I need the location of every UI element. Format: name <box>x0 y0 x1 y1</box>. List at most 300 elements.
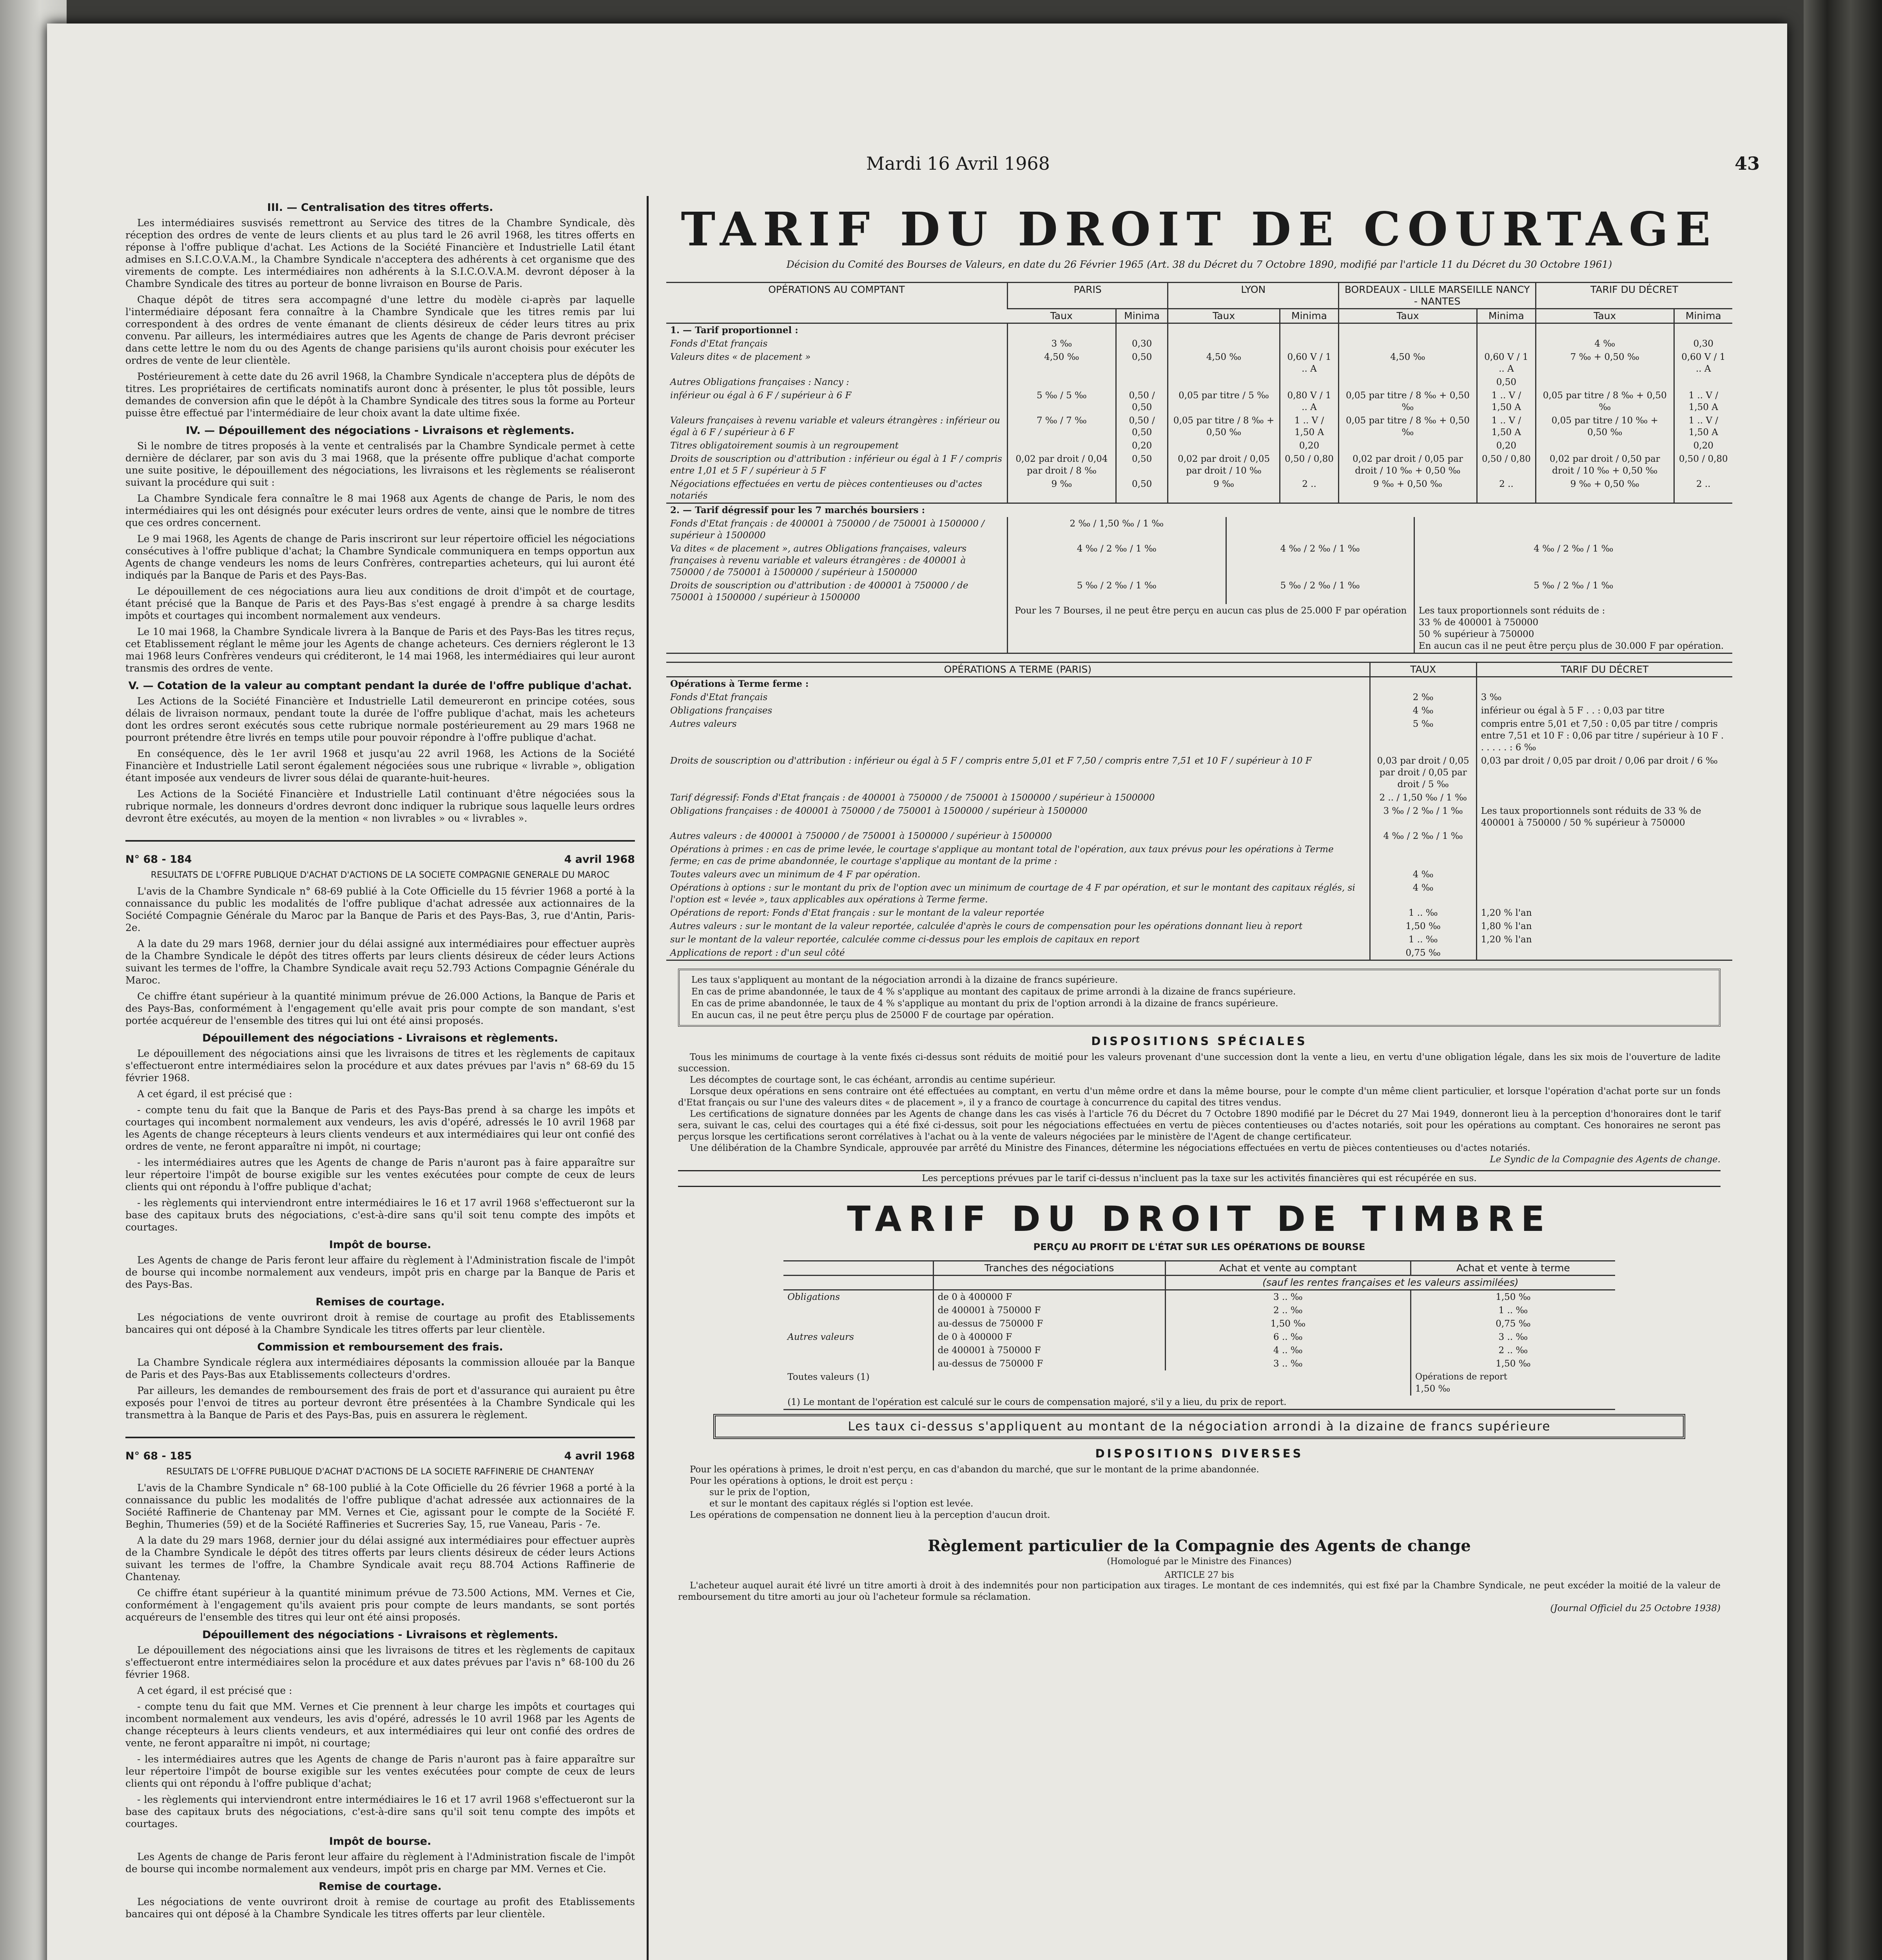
timbre-table <box>783 1260 1615 1410</box>
courtage-cell-bord-m: 1 .. V / 1,50 A <box>1477 414 1536 439</box>
timbre-col-tranches: Tranches des négociations <box>933 1261 1165 1276</box>
courtage-cell-dec-t: 4 ‰ <box>1536 337 1674 350</box>
decret-note-line: 50 % supérieur à 750000 <box>1418 629 1534 639</box>
right-column <box>666 196 1732 1960</box>
degressif-paris: 2 ‰ / 1,50 ‰ / 1 ‰ <box>1007 517 1226 542</box>
timbre-row <box>783 1304 1615 1317</box>
courtage-cell-paris-t: 3 ‰ <box>1007 337 1116 350</box>
courtage-cell-lyon-m: 0,20 <box>1280 439 1338 452</box>
terme-label: Autres valeurs <box>670 719 737 729</box>
paragraph: Les négociations de vente ouvriront droit à remise de courtage au profit des Etablissements bancaires qui ont déposé à la Chambre Syndicale les titres offerts par leur clientèle. <box>125 1896 635 1920</box>
terme-decret: 1,20 % l'an <box>1476 933 1732 946</box>
courtage-row <box>666 477 1732 503</box>
page-header <box>47 153 1787 184</box>
timbre-terme: 3 .. ‰ <box>1411 1330 1615 1344</box>
paragraph: Par ailleurs, les demandes de remboursement des frais de port et d'assurance qui auraient pu être exposés pour l'envoi de titres au porteur devront être présentées à la Chambre Syndicale qui les transmettra à la Banque de Paris et des Pays-Bas, puis en assurera le règlement. <box>125 1385 635 1421</box>
terme-taux: 4 ‰ <box>1370 704 1476 717</box>
courtage-cell-dec-m <box>1674 376 1732 389</box>
col-bordeaux: BORDEAUX - LILLE MARSEILLE NANCY - NANTES <box>1339 283 1536 309</box>
courtage-cell-bord-t <box>1339 376 1477 389</box>
courtage-cell-dec-m: 2 .. <box>1674 477 1732 503</box>
courtage-cell-paris-m: 0,20 <box>1116 439 1168 452</box>
reglement-source: (Journal Officiel du 25 Octobre 1938) <box>1550 1603 1721 1613</box>
terme-label: Obligations françaises <box>670 706 772 716</box>
timbre-comptant: 3 .. ‰ <box>1165 1290 1411 1304</box>
terme-row <box>666 868 1732 881</box>
timbre-comptant: 4 .. ‰ <box>1165 1344 1411 1357</box>
paragraph: Lorsque deux opérations en sens contraire ont été effectuées au comptant, en vertu d'un même ordre et dans la même bourse, pour le compte d'un même client particulier, et lorsque l'opération d'achat porte sur un fonds d'Etat français ou sur l'une des valeurs dites « de placement », il y a franco de courtage à concurrence du capital des titres vendus. <box>678 1086 1721 1108</box>
timbre-tranche: de 400001 à 750000 F <box>933 1304 1165 1317</box>
timbre-tranche: de 0 à 400000 F <box>933 1330 1165 1344</box>
courtage-cell-dec-t: 9 ‰ + 0,50 ‰ <box>1536 477 1674 503</box>
courtage-cell-bord-m: 2 .. <box>1477 477 1536 503</box>
paragraph: L'avis de la Chambre Syndicale n° 68-100 publié à la Cote Officielle du 26 février 1968 a porté à la connaissance du public les modalités de l'offre publique d'achat adressée aux actionnaires de la Société Raffinerie de Chantenay par MM. Vernes et Cie, agissant pour le compte de la Société F. Beghin, Thumeries (59) et de la Société Raffineries et Sucreries Say, 15, rue Vaneau, Paris - 7e. <box>125 1482 635 1530</box>
timbre-comptant: 3 .. ‰ <box>1165 1357 1411 1370</box>
terme-taux: 4 ‰ / 2 ‰ / 1 ‰ <box>1370 829 1476 843</box>
timbre-category <box>783 1344 933 1357</box>
timbre-tranche: au-dessus de 750000 F <box>933 1317 1165 1330</box>
courtage-cell-dec-t: 0,05 par titre / 8 ‰ + 0,50 ‰ <box>1536 389 1674 414</box>
courtage-cell-dec-m: 0,20 <box>1674 439 1732 452</box>
terme-col-taux: TAUX <box>1370 662 1476 677</box>
timbre-row <box>783 1317 1615 1330</box>
decret-note-line: En aucun cas il ne peut être perçu plus de 30.000 F par opération. <box>1418 641 1724 651</box>
courtage-cell-paris-m <box>1116 323 1168 338</box>
courtage-cell-bord-m <box>1477 337 1536 350</box>
timbre-tranche: de 0 à 400000 F <box>933 1290 1165 1304</box>
degressif-bordeaux: 5 ‰ / 2 ‰ / 1 ‰ <box>1414 579 1732 604</box>
timbre-row <box>783 1330 1615 1344</box>
paragraph: Une délibération de la Chambre Syndicale, approuvée par arrêté du Ministre des Finances, détermine les négociations effectuées en vertu de pièces contentieuses ou d'actes notariés. <box>690 1143 1530 1153</box>
paragraph: La Chambre Syndicale réglera aux intermédiaires déposants la commission allouée par la Banque de Paris et des Pays-Bas aux Etablissements collecteurs d'ordres. <box>125 1357 635 1380</box>
announcement-date: 4 avril 1968 <box>564 853 635 866</box>
terme-decret: 3 ‰ <box>1476 691 1732 704</box>
timbre-comptant: 6 .. ‰ <box>1165 1330 1411 1344</box>
timbre-col-comptant-label: Achat et vente au comptant <box>1219 1262 1357 1274</box>
paragraph: Ce chiffre étant supérieur à la quantité minimum prévue de 26.000 Actions, la Banque de Paris et des Pays-Bas, conformément à l'engagement qu'elle avait pris pour compte de son mandant, s'est portée acquéreur de l'ensemble des titres qui lui ont été ainsi proposés. <box>125 991 635 1026</box>
subsection-title: Dépouillement des négociations - Livraisons et règlements. <box>202 1032 558 1044</box>
courtage-cell-paris-m: 0,30 <box>1116 337 1168 350</box>
terme-row <box>666 704 1732 717</box>
note-line: En aucun cas, il ne peut être perçu plus de 25000 F de courtage par opération. <box>691 1010 1054 1020</box>
courtage-cell-lyon-m <box>1280 323 1338 338</box>
paragraph: Le 10 mai 1968, la Chambre Syndicale livrera à la Banque de Paris et des Pays-Bas les titres reçus, cet Etablissement réglant le même jour les Agents de change acheteurs. Ces derniers régleront le 13 mai 1968 leurs Confrères vendeurs qui créditeront, le 14 mai 1968, les intermédiaires qui leur auront transmis des ordres de vente. <box>125 626 635 674</box>
col-taux: Taux <box>1536 309 1674 323</box>
paragraph: - les règlements qui interviendront entre intermédiaires le 16 et 17 avril 1968 s'effectueront sur la base des capitaux bruts des négociations, c'est-à-dire sans qu'il soit tenu compte des impôts et courtages. <box>125 1197 635 1233</box>
degressif-row <box>666 542 1732 579</box>
courtage-title: TARIF DU DROIT DE COURTAGE <box>681 202 1718 256</box>
timbre-row <box>783 1357 1615 1370</box>
terme-row <box>666 717 1732 754</box>
perceptions-footer: Les perceptions prévues par le tarif ci-dessus n'incluent pas la taxe sur les activités financières qui est récupérée en sus. <box>678 1170 1721 1187</box>
courtage-cell-paris-m <box>1116 376 1168 389</box>
timbre-col-terme-label: Achat et vente à terme <box>1456 1262 1570 1274</box>
terme-taux: 5 ‰ <box>1370 717 1476 754</box>
section-title: IV. — Dépouillement des négociations - Livraisons et règlements. <box>186 425 575 437</box>
paragraph: - les règlements qui interviendront entre intermédiaires le 16 et 17 avril 1968 s'effectueront sur la base des capitaux bruts des négociations, c'est-à-dire sans qu'il soit tenu compte des impôts et courtages. <box>125 1794 635 1829</box>
courtage-cell-lyon-t: 0,05 par titre / 8 ‰ + 0,50 ‰ <box>1168 414 1280 439</box>
announcement-title: RESULTATS DE L'OFFRE PUBLIQUE D'ACHAT D'ACTIONS DE LA SOCIETE RAFFINERIE DE CHANTENAY <box>166 1467 594 1477</box>
courtage-cell-dec-m: 1 .. V / 1,50 A <box>1674 389 1732 414</box>
courtage-cell-label: Valeurs dites « de placement » <box>670 352 811 362</box>
courtage-cell-paris-m: 0,50 / 0,50 <box>1116 389 1168 414</box>
terme-row <box>666 677 1732 691</box>
timbre-toutes-val: 1,50 ‰ <box>1415 1384 1450 1394</box>
courtage-row <box>666 323 1732 338</box>
courtage-cell-paris-m: 0,50 <box>1116 350 1168 376</box>
courtage-cell-lyon-t: 0,05 par titre / 5 ‰ <box>1168 389 1280 414</box>
degressif-row <box>666 517 1732 542</box>
terme-row <box>666 843 1732 868</box>
courtage-cell-paris-t: 7 ‰ / 7 ‰ <box>1007 414 1116 439</box>
separator <box>125 840 635 842</box>
courtage-cell-bord-m: 0,20 <box>1477 439 1536 452</box>
section-title: III. — Centralisation des titres offerts. <box>267 201 493 214</box>
courtage-cell-paris-m: 0,50 / 0,50 <box>1116 414 1168 439</box>
terme-taux: 0,75 ‰ <box>1370 946 1476 960</box>
announcement-title: RESULTATS DE L'OFFRE PUBLIQUE D'ACHAT D'ACTIONS DE LA SOCIETE COMPAGNIE GENERALE DU MAROC <box>150 870 610 880</box>
col-paris: PARIS <box>1007 283 1168 309</box>
dispositions-speciales-title: DISPOSITIONS SPÉCIALES <box>1091 1034 1307 1048</box>
timbre-boxed-note: Les taux ci-dessus s'appliquent au montant de la négociation arrondi à la dizaine de francs supérieure <box>713 1414 1685 1439</box>
courtage-note-box <box>678 969 1721 1027</box>
courtage-cell-bord-t <box>1339 439 1477 452</box>
courtage-cell-lyon-t: 0,02 par droit / 0,05 par droit / 10 ‰ <box>1168 452 1280 477</box>
announcement-number: N° 68 - 184 <box>125 853 192 866</box>
timbre-tranche: de 400001 à 750000 F <box>933 1344 1165 1357</box>
paragraph: Les Actions de la Société Financière et Industrielle Latil continuant d'être négociées sous la rubrique normale, les donneurs d'ordres devront donc indiquer la rubrique sous laquelle leurs ordres devront être exécutés, au moyen de la mention « non livrables » ou « livrables ». <box>125 788 635 824</box>
degressif-bordeaux: 4 ‰ / 2 ‰ / 1 ‰ <box>1414 542 1732 579</box>
courtage-cell-bord-t: 0,05 par titre / 8 ‰ + 0,50 ‰ <box>1339 414 1477 439</box>
courtage-cell-label: Valeurs françaises à revenu variable et valeurs étrangères : inférieur ou égal à 6 F / supérieur à 6 F <box>670 416 1000 437</box>
terme-title: OPÉRATIONS A TERME (PARIS) <box>666 662 1370 677</box>
courtage-cell-bord-m <box>1477 323 1536 338</box>
courtage-cell-lyon-t <box>1168 323 1280 338</box>
timbre-comptant: 1,50 ‰ <box>1165 1317 1411 1330</box>
paragraph: - compte tenu du fait que la Banque de Paris et des Pays-Bas prend à sa charge les impôts et courtages qui incombent normalement aux vendeurs, les avis d'opéré, adressés le 10 avril 1968 par les Agents de change récepteurs à leurs clients vendeurs et aux intermédiaires qui leur ont confié des ordres de vente, ne feront apparaître ni impôt, ni courtage; <box>125 1104 635 1152</box>
timbre-col-terme <box>1411 1261 1615 1276</box>
degressif-bordeaux <box>1414 517 1732 542</box>
paragraph: Le dépouillement des négociations ainsi que les livraisons de titres et les règlements de capitaux s'effectueront entre intermédiaires selon la procédure et aux dates prévues par l'avis n° 68-69 du 15 février 1968. <box>125 1048 635 1083</box>
terme-taux: 3 ‰ / 2 ‰ / 1 ‰ <box>1370 804 1476 829</box>
timbre-category: Autres valeurs <box>787 1332 854 1342</box>
terme-row <box>666 691 1732 704</box>
terme-decret <box>1476 946 1732 960</box>
terme-label: Autres valeurs : de 400001 à 750000 / de 750001 à 1500000 / supérieur à 1500000 <box>670 831 1052 841</box>
col-operations: OPÉRATIONS AU COMPTANT <box>666 283 1007 323</box>
courtage-cell-lyon-m: 1 .. V / 1,50 A <box>1280 414 1338 439</box>
terme-decret <box>1476 791 1732 804</box>
subsection-title: Remises de courtage. <box>315 1296 445 1308</box>
paragraph: Le 9 mai 1968, les Agents de change de Paris inscriront sur leur répertoire officiel les négociations consécutives à l'offre publique d'achat; la Chambre Syndicale communiquera en temps opportun aux Agents de change vendeurs les noms de leurs Confrères, contreparties acheteurs, qui lui auront été indiqués par la Banque de Paris et des Pays-Bas. <box>125 533 635 581</box>
col-taux: Taux <box>1007 309 1116 323</box>
terme-taux <box>1370 677 1476 691</box>
courtage-cell-label: 1. — Tarif proportionnel : <box>670 325 798 336</box>
courtage-cell-dec-t: 0,05 par titre / 10 ‰ + 0,50 ‰ <box>1536 414 1674 439</box>
col-lyon: LYON <box>1168 283 1339 309</box>
terme-label: Fonds d'Etat français <box>670 692 768 702</box>
degressif-label: Droits de souscription ou d'attribution : de 400001 à 750000 / de 750001 à 1500000 / supérieur à 1500000 <box>670 581 968 603</box>
courtage-cell-bord-m: 1 .. V / 1,50 A <box>1477 389 1536 414</box>
terme-label: Autres valeurs : sur le montant de la valeur reportée, calculée d'après le cours de compensation pour les opérations donnant lieu à report <box>670 921 1303 931</box>
terme-taux: 2 ‰ <box>1370 691 1476 704</box>
timbre-comptant: 2 .. ‰ <box>1165 1304 1411 1317</box>
page-date: Mardi 16 Avril 1968 <box>866 153 1050 174</box>
terme-taux: 1 .. ‰ <box>1370 933 1476 946</box>
terme-col-decret: TARIF DU DÉCRET <box>1476 662 1732 677</box>
announcement-number: N° 68 - 185 <box>125 1450 192 1462</box>
terme-row <box>666 946 1732 960</box>
decret-note <box>1414 604 1732 653</box>
dispositions-diverses <box>666 1464 1732 1521</box>
paragraph: A cet égard, il est précisé que : <box>137 1685 292 1696</box>
terme-decret: inférieur ou égal à 5 F . . : 0,03 par titre <box>1476 704 1732 717</box>
courtage-cell-bord-m: 0,50 <box>1477 376 1536 389</box>
column-rule <box>647 196 649 1960</box>
terme-label: Droits de souscription ou d'attribution : inférieur ou égal à 5 F / compris entre 5,01 et F 7,50 / compris entre 7,51 et 10 F / supérieur à 10 F <box>670 756 1312 766</box>
subsection-title: Commission et remboursement des frais. <box>257 1341 503 1353</box>
courtage-cell-lyon-t: 9 ‰ <box>1168 477 1280 503</box>
col-minima: Minima <box>1477 309 1536 323</box>
courtage-row <box>666 350 1732 376</box>
degressif-title: 2. — Tarif dégressif pour les 7 marchés boursiers : <box>670 505 925 515</box>
timbre-terme: 1,50 ‰ <box>1411 1290 1615 1304</box>
left-column <box>125 196 635 1960</box>
courtage-cell-lyon-m <box>1280 337 1338 350</box>
timbre-terme: 0,75 ‰ <box>1411 1317 1615 1330</box>
courtage-cell-paris-t: 4,50 ‰ <box>1007 350 1116 376</box>
courtage-cell-bord-t <box>1339 337 1477 350</box>
timbre-col-comptant <box>1165 1261 1411 1276</box>
terme-table <box>666 662 1732 961</box>
terme-label: Opérations à options : sur le montant du prix de l'option avec un minimum de courtage de 4 F par opération, et sur le montant des capitaux réglés, si l'option est « levée », taux applicables aux opérations à Terme ferme. <box>670 883 1355 905</box>
terme-taux: 1 .. ‰ <box>1370 906 1476 920</box>
timbre-category <box>783 1317 933 1330</box>
courtage-cell-lyon-m: 0,50 / 0,80 <box>1280 452 1338 477</box>
announcement-date: 4 avril 1968 <box>564 1450 635 1462</box>
courtage-cell-bord-t: 4,50 ‰ <box>1339 350 1477 376</box>
courtage-cell-paris-m: 0,50 <box>1116 452 1168 477</box>
courtage-cell-lyon-m <box>1280 376 1338 389</box>
courtage-cell-lyon-t <box>1168 337 1280 350</box>
terme-row <box>666 906 1732 920</box>
terme-decret: 1,20 % l'an <box>1476 906 1732 920</box>
courtage-cell-lyon-m: 0,60 V / 1 .. A <box>1280 350 1338 376</box>
degressif-lyon: 4 ‰ / 2 ‰ / 1 ‰ <box>1226 542 1414 579</box>
timbre-row <box>783 1344 1615 1357</box>
col-taux: Taux <box>1168 309 1280 323</box>
degressif-paris: 4 ‰ / 2 ‰ / 1 ‰ <box>1007 542 1226 579</box>
timbre-col-note: (sauf les rentes françaises et les valeurs assimilées) <box>1165 1276 1615 1290</box>
courtage-cell-bord-t <box>1339 323 1477 338</box>
courtage-table <box>666 282 1732 504</box>
courtage-row <box>666 439 1732 452</box>
terme-taux: 0,03 par droit / 0,05 par droit / 0,05 par droit / 5 ‰ <box>1370 754 1476 791</box>
timbre-terme: 2 .. ‰ <box>1411 1344 1615 1357</box>
courtage-cell-lyon-m: 2 .. <box>1280 477 1338 503</box>
timbre-toutes: Toutes valeurs (1) <box>787 1372 870 1382</box>
paragraph: Les certifications de signature données par les Agents de change dans les cas visés à l'article 76 du Décret du 7 Octobre 1890 modifié par le Décret du 27 Mai 1949, donneront lieu à la perception d'honoraires dont le tarif sera, suivant le cas, celui des courtages qui a été fixé ci-dessus, soit pour les négociations effectuées en vertu de pièces contentieuses ou d'actes notariés, soit pour les opérations au comptant. Ces honoraires ne seront pas perçus lorsque les certifications seront corrélatives à l'achat ou à la vente de valeurs négociées par le ministère de l'Agent de change certificateur. <box>678 1109 1721 1142</box>
col-minima: Minima <box>1674 309 1732 323</box>
courtage-cell-lyon-m: 0,80 V / 1 .. A <box>1280 389 1338 414</box>
terme-label: Opérations à Terme ferme : <box>670 679 809 689</box>
paragraph: L'avis de la Chambre Syndicale n° 68-69 publié à la Cote Officielle du 15 février 1968 a porté à la connaissance du public les modalités de l'offre publique d'achat adressée aux actionnaires de la Société Compagnie Générale du Maroc par la Banque de Paris et des Pays-Bas, 3, rue d'Antin, Paris-2e. <box>125 886 635 933</box>
courtage-cell-paris-t <box>1007 439 1116 452</box>
degressif-table <box>666 504 1732 654</box>
paragraph: Les décomptes de courtage sont, le cas échéant, arrondis au centime supérieur. <box>690 1075 1056 1085</box>
paragraph: et sur le montant des capitaux réglés si l'option est levée. <box>709 1499 974 1509</box>
paragraph: Les opérations de compensation ne donnent lieu à la perception d'aucun droit. <box>690 1510 1050 1520</box>
reglement-article: ARTICLE 27 bis <box>1164 1570 1234 1580</box>
subsection-title: Impôt de bourse. <box>329 1835 432 1847</box>
signature: Le Syndic de la Compagnie des Agents de change. <box>1490 1154 1721 1165</box>
timbre-terme: 1 .. ‰ <box>1411 1304 1615 1317</box>
page-number: 43 <box>1734 153 1760 174</box>
terme-taux: 2 .. / 1,50 ‰ / 1 ‰ <box>1370 791 1476 804</box>
dispositions-diverses-title: DISPOSITIONS DIVERSES <box>1095 1447 1304 1460</box>
courtage-cell-bord-t: 0,02 par droit / 0,05 par droit / 10 ‰ + 0,50 ‰ <box>1339 452 1477 477</box>
paragraph: En conséquence, dès le 1er avril 1968 et jusqu'au 22 avril 1968, les Actions de la Société Financière et Industrielle Latil seront également négociées sous une rubrique « livrable », obligation étant imposée aux vendeurs de livrer sous délai de quarante-huit-heures. <box>125 748 635 784</box>
terme-label: Applications de report : d'un seul côté <box>670 948 845 958</box>
timbre-terme: 1,50 ‰ <box>1411 1357 1615 1370</box>
note-line: En cas de prime abandonnée, le taux de 4 % s'applique au montant des capitaux de prime arrondi à la dizaine de francs supérieure. <box>691 987 1296 997</box>
separator <box>125 1437 635 1438</box>
reglement-body <box>666 1580 1732 1614</box>
timbre-report-label: Opérations de report <box>1415 1372 1507 1382</box>
terme-taux: 4 ‰ <box>1370 868 1476 881</box>
paragraph: Les intermédiaires susvisés remettront au Service des titres de la Chambre Syndicale, dès réception des ordres de vente de leurs clients et au plus tard le 26 avril 1968, les titres offerts en réponse à l'offre publique d'achat. Les Actions de la Société Financière et Industrielle Latil étant admises en S.I.C.O.V.A.M., la Chambre Syndicale n'acceptera des adhérents à cet organisme que des virements de compte. Les intermédiaires non adhérents à la S.I.C.O.V.A.M. devront déposer à la Chambre Syndicale des titres au porteur de bonne livraison en Bourse de Paris. <box>125 217 635 289</box>
dispositions-speciales <box>666 1052 1732 1187</box>
paragraph: - les intermédiaires autres que les Agents de change de Paris n'auront pas à faire apparaître sur leur répertoire l'impôt de bourse exigible sur les ventes exécutées pour compte de ceux de leurs clients qui ont répondu à l'offre publique d'achat; <box>125 1157 635 1192</box>
terme-decret: 1,80 % l'an <box>1476 920 1732 933</box>
courtage-cell-dec-t <box>1536 323 1674 338</box>
paragraph: Les Agents de change de Paris feront leur affaire du règlement à l'Administration fiscale de l'impôt de bourse qui incombe normalement aux vendeurs, impôt pris en charge par la Banque de Paris et des Pays-Bas. <box>125 1254 635 1290</box>
timbre-subtitle: PERÇU AU PROFIT DE L'ÉTAT SUR LES OPÉRATIONS DE BOURSE <box>1033 1241 1365 1252</box>
courtage-cell-dec-t: 0,02 par droit / 0,50 par droit / 10 ‰ + 0,50 ‰ <box>1536 452 1674 477</box>
courtage-cell-label: Négociations effectuées en vertu de pièces contentieuses ou d'actes notariés <box>670 479 983 501</box>
paragraph: sur le prix de l'option, <box>709 1487 810 1497</box>
degressif-lyon <box>1226 517 1414 542</box>
timbre-category <box>783 1357 933 1370</box>
courtage-cell-dec-t <box>1536 439 1674 452</box>
courtage-cell-bord-t: 9 ‰ + 0,50 ‰ <box>1339 477 1477 503</box>
section-title: V. — Cotation de la valeur au comptant pendant la durée de l'offre publique d'achat. <box>128 680 632 692</box>
terme-taux: 4 ‰ <box>1370 881 1476 906</box>
terme-row <box>666 881 1732 906</box>
subsection-title: Impôt de bourse. <box>329 1239 432 1251</box>
terme-taux: 1,50 ‰ <box>1370 920 1476 933</box>
announcement-header <box>125 853 635 866</box>
col-minima: Minima <box>1280 309 1338 323</box>
courtage-cell-paris-t: 0,02 par droit / 0,04 par droit / 8 ‰ <box>1007 452 1116 477</box>
courtage-cell-paris-t <box>1007 323 1116 338</box>
col-taux: Taux <box>1339 309 1477 323</box>
paragraph: A la date du 29 mars 1968, dernier jour du délai assigné aux intermédiaires pour effectuer auprès de la Chambre Syndicale le dépôt des titres offerts par leurs clients désireux de céder leurs Actions suivant les termes de l'offre, la Chambre Syndicale avait reçu 88.704 Actions Raffinerie de Chantenay. <box>125 1535 635 1583</box>
courtage-cell-dec-m: 0,30 <box>1674 337 1732 350</box>
courtage-cell-lyon-t: 4,50 ‰ <box>1168 350 1280 376</box>
paragraph: Le dépouillement des négociations ainsi que les livraisons de titres et les règlements de capitaux s'effectueront entre intermédiaires selon la procédure et aux dates prévues par l'avis n° 68-100 du 26 février 1968. <box>125 1644 635 1680</box>
paragraph: Chaque dépôt de titres sera accompagné d'une lettre du modèle ci-après par laquelle l'intermédiaire déposant fera connaître à la Chambre Syndicale que les titres remis par lui correspondent à des ordres de vente émanant de clients désireux de céder leurs titres au prix convenu. Par ailleurs, les intermédiaires autres que les Agents de change de Paris devront préciser dans cette lettre le nom du ou des Agents de change parisiens qu'ils auront choisis pour exécuter les ordres de vente de leur clientèle. <box>125 294 635 366</box>
courtage-cell-label: inférieur ou égal à 6 F / supérieur à 6 F <box>670 390 852 401</box>
degressif-label: Va dites « de placement », autres Obligations françaises, valeurs françaises à revenu variable et valeurs étrangères : de 400001 à 750000 / de 750001 à 1500000 / supérieur à 1500000 <box>670 544 967 577</box>
courtage-cell-dec-m: 0,50 / 0,80 <box>1674 452 1732 477</box>
subsection-title: Remise de courtage. <box>319 1880 442 1893</box>
timbre-row <box>783 1290 1615 1304</box>
paragraph: - les intermédiaires autres que les Agents de change de Paris n'auront pas à faire apparaître sur leur répertoire l'impôt de bourse exigible sur les ventes exécutées pour compte de ceux de leurs clients qui ont répondu à l'offre publique d'achat; <box>125 1753 635 1789</box>
courtage-cell-dec-t: 7 ‰ + 0,50 ‰ <box>1536 350 1674 376</box>
paragraph: Tous les minimums de courtage à la vente fixés ci-dessus sont réduits de moitié pour les valeurs provenant d'une succession dont la vente a lieu, en vertu d'une obligation légale, dans les six mois de l'ouverture de ladite succession. <box>678 1052 1721 1074</box>
paragraph: Si le nombre de titres proposés à la vente et centralisés par la Chambre Syndicale permet à cette dernière de déclarer, par son avis du 3 mai 1968, que la présente offre publique d'achat comporte une suite positive, le dépouillement des négociations, les livraisons et les règlements se réaliseront suivant la procédure qui suit : <box>125 440 635 488</box>
note-line: Les taux s'appliquent au montant de la négociation arrondi à la dizaine de francs supérieure. <box>691 975 1118 985</box>
paragraph: Pour les opérations à options, le droit est perçu : <box>690 1476 913 1486</box>
terme-label: Toutes valeurs avec un minimum de 4 F par opération. <box>670 869 921 880</box>
terme-row <box>666 754 1732 791</box>
paragraph: Postérieurement à cette date du 26 avril 1968, la Chambre Syndicale n'acceptera plus de dépôts de titres. Les propriétaires de certificats nominatifs auront donc à présenter, le plus tôt possible, leurs demandes de conversion afin que le dépôt à la Chambre Syndicale des titres sous la forme au Porteur puisse être effectué par l'intermédiaire de leur choix avant la date ultime fixée. <box>125 371 635 419</box>
courtage-row <box>666 414 1732 439</box>
courtage-cell-label: Droits de souscription ou d'attribution : inférieur ou égal à 1 F / compris entre 1,01 et 5 F / supérieur à 5 F <box>670 454 1002 476</box>
paragraph: Ce chiffre étant supérieur à la quantité minimum prévue de 73.500 Actions, MM. Vernes et Cie, conformément à l'engagement qu'ils avaient pris pour compte de leurs mandants, se sont portés acquéreurs de l'ensemble des titres qui leur ont été ainsi proposés. <box>125 1587 635 1623</box>
courtage-cell-label: Autres Obligations françaises : Nancy : <box>670 377 849 387</box>
paragraph: L'acheteur auquel aurait été livré un titre amorti à droit à des indemnités pour non participation aux tirages. Le montant de ces indemnités, qui est fixé par la Chambre Syndicale, ne peut excéder la moitié de la valeur de remboursement du titre amorti au jour où l'acheteur formule sa réclamation. <box>678 1581 1721 1602</box>
terme-row <box>666 920 1732 933</box>
terme-decret <box>1476 843 1732 868</box>
timbre-category <box>783 1304 933 1317</box>
paragraph: A la date du 29 mars 1968, dernier jour du délai assigné aux intermédiaires pour effectuer auprès de la Chambre Syndicale le dépôt des titres offerts par leurs clients désireux de céder leurs Actions suivant les termes de l'offre, la Chambre Syndicale avait reçu 52.793 Actions Compagnie Générale du Maroc. <box>125 938 635 986</box>
timbre-toutes-value <box>1411 1370 1615 1396</box>
decret-note-line: 33 % de 400001 à 750000 <box>1418 617 1539 628</box>
courtage-cell-paris-t <box>1007 376 1116 389</box>
courtage-row <box>666 337 1732 350</box>
courtage-cell-paris-m: 0,50 <box>1116 477 1168 503</box>
terme-label: Opérations de report: Fonds d'Etat français : sur le montant de la valeur reportée <box>670 908 1044 918</box>
courtage-cell-bord-t: 0,05 par titre / 8 ‰ + 0,50 ‰ <box>1339 389 1477 414</box>
terme-row <box>666 804 1732 829</box>
degressif-note: Pour les 7 Bourses, il ne peut être perçu en aucun cas plus de 25.000 F par opération <box>1007 604 1414 653</box>
terme-decret: 0,03 par droit / 0,05 par droit / 0,06 par droit / 6 ‰ <box>1476 754 1732 791</box>
terme-label: sur le montant de la valeur reportée, calculée comme ci-dessus pour les emplois de capitaux en report <box>670 935 1140 945</box>
courtage-cell-bord-m: 0,60 V / 1 .. A <box>1477 350 1536 376</box>
terme-row <box>666 791 1732 804</box>
paragraph: La Chambre Syndicale fera connaître le 8 mai 1968 aux Agents de change de Paris, le nom des intermédiaires qui les ont désignés pour exécuter leurs ordres de vente, ainsi que le nombre de titres que ces ordres concernent. <box>125 493 635 528</box>
courtage-cell-dec-m: 0,60 V / 1 .. A <box>1674 350 1732 376</box>
terme-decret: Les taux proportionnels sont réduits de 33 % de 400001 à 750000 / 50 % supérieur à 750000 <box>1476 804 1732 829</box>
newspaper-page <box>47 24 1787 1960</box>
degressif-paris: 5 ‰ / 2 ‰ / 1 ‰ <box>1007 579 1226 604</box>
courtage-cell-bord-m: 0,50 / 0,80 <box>1477 452 1536 477</box>
courtage-subtitle: Décision du Comité des Bourses de Valeurs, en date du 26 Février 1965 (Art. 38 du Décret du 7 Octobre 1890, modifié par l'article 11 du Décret du 30 Octobre 1961) <box>786 259 1612 270</box>
terme-decret <box>1476 868 1732 881</box>
courtage-cell-paris-t: 9 ‰ <box>1007 477 1116 503</box>
courtage-cell-label: Fonds d'Etat français <box>670 339 768 349</box>
announcement-header <box>125 1450 635 1462</box>
courtage-cell-lyon-t <box>1168 376 1280 389</box>
terme-label: Obligations françaises : de 400001 à 750000 / de 750001 à 1500000 / supérieur à 1500000 <box>670 806 1088 816</box>
timbre-category: Obligations <box>787 1292 840 1302</box>
terme-taux <box>1370 843 1476 868</box>
reglement-title: Règlement particulier de la Compagnie des Agents de change <box>928 1537 1471 1555</box>
timbre-title: TARIF DU DROIT DE TIMBRE <box>847 1199 1552 1239</box>
courtage-row <box>666 376 1732 389</box>
col-decret: TARIF DU DÉCRET <box>1536 283 1732 309</box>
terme-decret <box>1476 677 1732 691</box>
reglement-subtitle: (Homologué par le Ministre des Finances) <box>1107 1557 1292 1566</box>
courtage-cell-lyon-t <box>1168 439 1280 452</box>
courtage-cell-dec-t <box>1536 376 1674 389</box>
paragraph: - compte tenu du fait que MM. Vernes et Cie prennent à leur charge les impôts et courtages qui incombent normalement aux vendeurs, les avis d'opéré, adressés le 10 avril 1968 par les Agents de change récepteurs à leurs clients vendeurs, et aux intermédiaires qui leur ont confié des ordres de vente, ne feront apparaître ni impôt, ni courtage; <box>125 1701 635 1749</box>
terme-label: Opérations à primes : en cas de prime levée, le courtage s'applique au montant total de l'opération, aux taux prévus pour les opérations à Terme ferme; en cas de prime abandonnée, le courtage s'applique au montant de la prime : <box>670 844 1334 866</box>
paragraph: Le dépouillement de ces négociations aura lieu aux conditions de droit d'impôt et de courtage, étant précisé que la Banque de Paris et des Pays-Bas s'est engagé à prendre à sa charge lesdits impôts et courtages qui incombent normalement aux vendeurs. <box>125 586 635 621</box>
terme-row <box>666 933 1732 946</box>
